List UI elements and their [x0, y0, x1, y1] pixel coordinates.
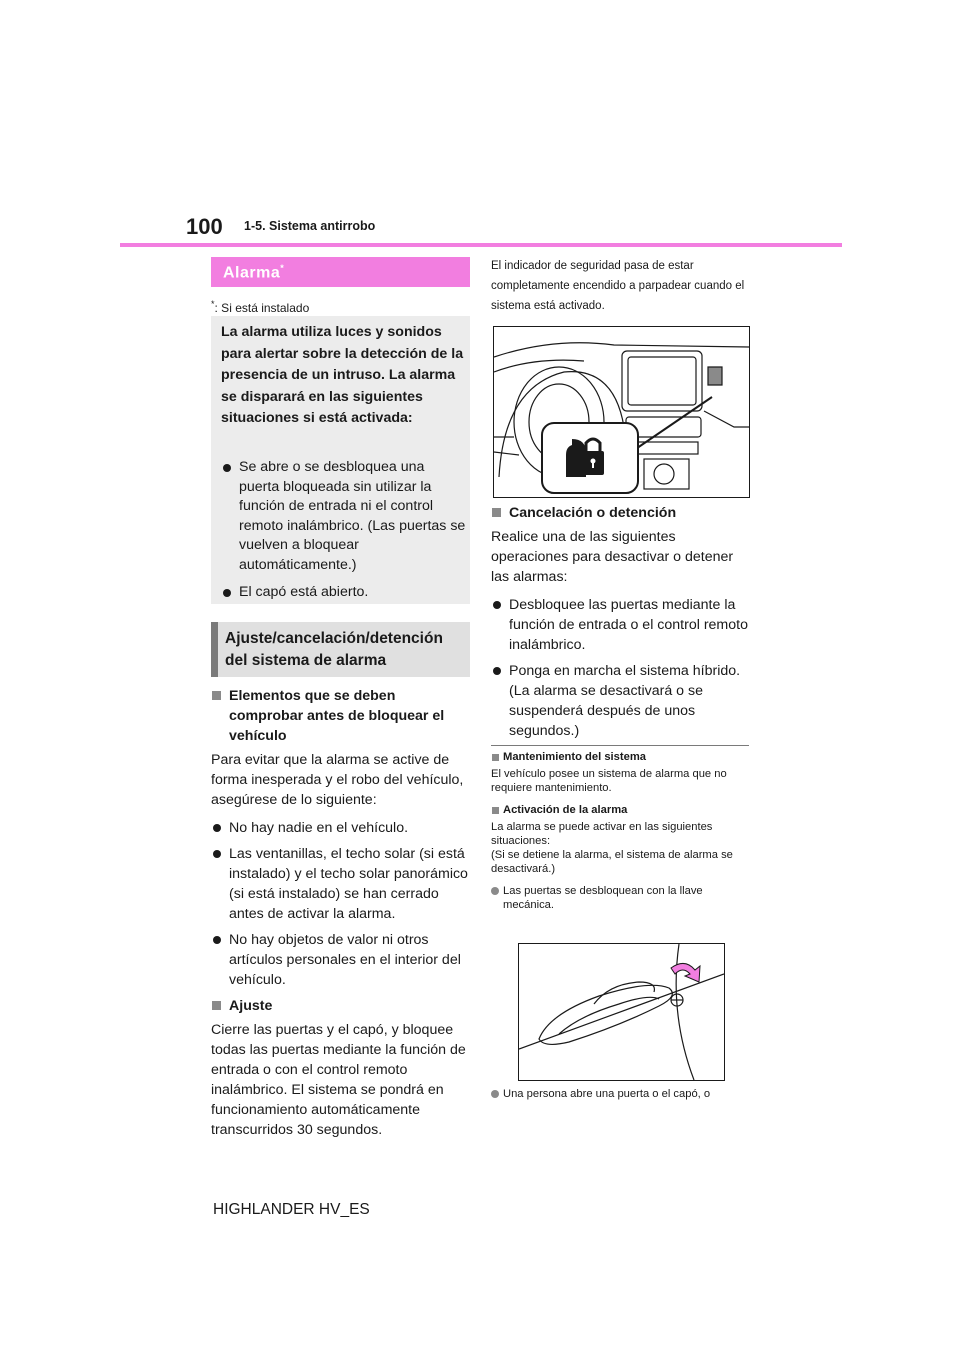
notes-continued: [491, 1087, 749, 1101]
section-divider: [491, 745, 749, 746]
items-check-list: [211, 818, 469, 990]
list-item: Ponga en marcha el sistema híbrido. (La alarma se desactivará o se suspenderá después de unos segundos.): [491, 661, 749, 741]
activation-text: La alarma se puede activar en las siguientes situaciones:: [491, 821, 713, 847]
right-column: [491, 503, 749, 747]
alarm-title-mark: *: [280, 263, 285, 273]
intro-bullets: [221, 458, 466, 611]
ajuste-heading: Ajuste: [211, 996, 469, 1016]
door-handle-illustration: [519, 944, 724, 1080]
list-item: Las puertas se desbloquean con la llave mecánica.: [491, 884, 749, 912]
rotate-arrow-icon: [671, 963, 700, 982]
list-item: Se abre o se desbloquea una puerta bloqueada sin utilizar la función de entrada ni el control remoto inalámbrico. (Las puertas se vuelven a bloquear automáticamente.): [221, 458, 466, 575]
settings-heading-box: [211, 622, 470, 677]
list-item: Las ventanillas, el techo solar (si está instalado) y el techo solar panorámico (si está instalado) se han cerrado antes de activar la alarma.: [211, 844, 469, 924]
dashboard-figure: [493, 326, 750, 498]
activation-note: (Si se detiene la alarma, el sistema de alarma se desactivará.): [491, 849, 733, 875]
intro-text: La alarma utiliza luces y sonidos para alertar sobre la detección de la presencia de un intruso. La alarma se disparará en las siguientes situaciones si está activada:: [221, 324, 464, 426]
intro-box: [211, 316, 470, 604]
footnote-text: : Si está instalado: [214, 301, 310, 315]
footnote: [211, 299, 309, 315]
door-handle-figure: [518, 943, 725, 1081]
list-item: El capó está abierto.: [221, 583, 466, 603]
cancel-heading: Cancelación o detención: [491, 503, 749, 523]
list-item: Una persona abre una puerta o el capó, o: [491, 1087, 749, 1101]
cancel-text: Realice una de las siguientes operaciones para desactivar o detener las alarmas:: [491, 529, 734, 585]
alarm-title: [223, 263, 284, 282]
list-item: No hay nadie en el vehículo.: [211, 818, 469, 838]
list-item: Desbloquee las puertas mediante la función de entrada o el control remoto inalámbrico.: [491, 595, 749, 655]
cancel-list: [491, 595, 749, 741]
alarm-title-text: Alarma: [223, 264, 281, 282]
left-column: [211, 686, 469, 1148]
ajuste-text: Cierre las puertas y el capó, y bloquee todas las puertas mediante la función de entrada o con el control remoto inalámbrico. El sistema se pondrá en funcionamiento automáticamente transcurridos 30 segundos.: [211, 1022, 466, 1138]
items-check-heading: Elementos que se deben comprobar antes de bloquear el vehículo: [211, 686, 469, 746]
list-item: No hay objetos de valor ni otros artículos personales en el interior del vehículo.: [211, 930, 469, 990]
settings-heading: Ajuste/cancelación/detención del sistema de alarma: [225, 630, 443, 669]
activation-heading: Activación de la alarma: [491, 803, 749, 817]
indicator-text: El indicador de seguridad pasa de estar completamente encendido a parpadear cuando el sistema está activado.: [491, 260, 745, 312]
alarm-title-box: [211, 257, 470, 287]
maintenance-heading: Mantenimiento del sistema: [491, 750, 749, 764]
section-title: 1-5. Sistema antirrobo: [244, 219, 376, 233]
footnote-mark: *: [211, 299, 215, 309]
heading-bar: [211, 622, 218, 677]
items-check-text: Para evitar que la alarma se active de forma inesperada y el robo del vehículo, asegúrese de lo siguiente:: [211, 752, 464, 808]
page-number: 100: [186, 214, 223, 239]
maintenance-text: El vehículo posee un sistema de alarma que no requiere mantenimiento.: [491, 768, 727, 794]
footer-model: HIGHLANDER HV_ES: [213, 1201, 370, 1218]
header-rule: [120, 243, 842, 247]
notes-column: [491, 750, 749, 912]
dashboard-illustration: [494, 327, 749, 497]
